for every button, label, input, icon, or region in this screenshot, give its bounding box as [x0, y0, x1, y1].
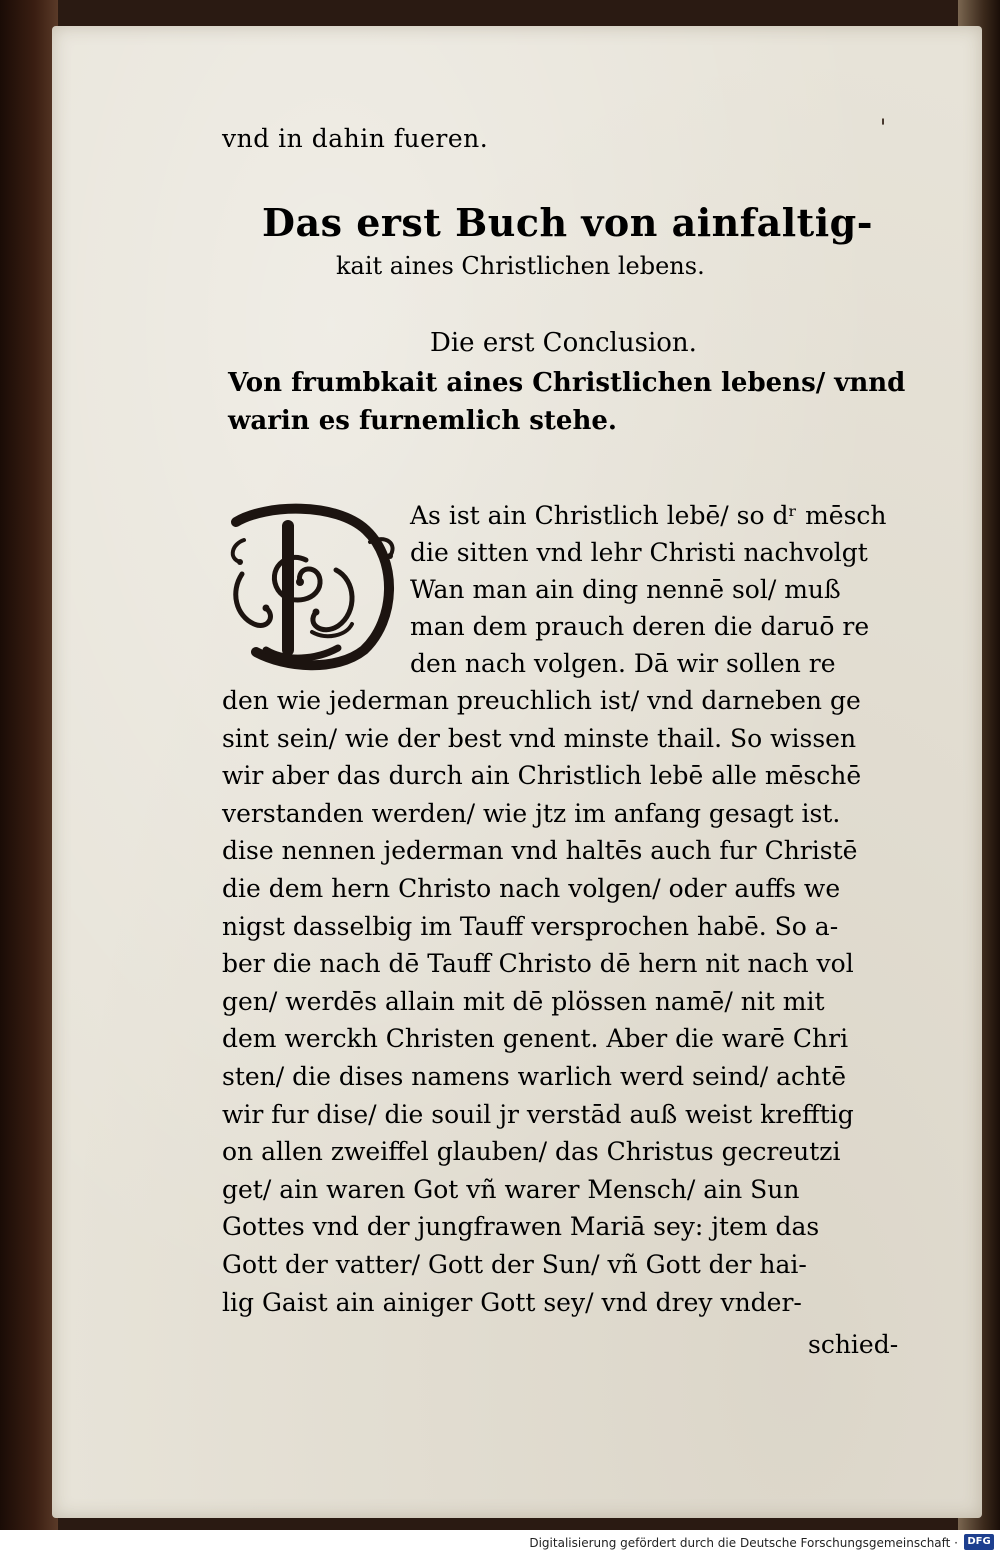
- text-line: sint sein/ wie der best vnd minste thail. So wissen: [222, 723, 857, 753]
- funding-credit: Digitalisierung gefördert durch die Deutsche Forschungsgemeinschaft ·: [529, 1536, 958, 1550]
- decorated-initial: [226, 500, 406, 672]
- heading-line: Von frumbkait aines Christlichen lebens/ vnnd: [228, 368, 906, 398]
- footer-bar: [0, 1530, 1000, 1558]
- folio-mark: ': [880, 116, 887, 141]
- text-line: dem werckh Christen genent. Aber die warē Chri: [222, 1024, 849, 1054]
- book-subtitle: kait aines Christlichen lebens.: [336, 252, 705, 280]
- text-line: Gottes vnd der jungfrawen Mariā sey: jtem das: [222, 1212, 820, 1242]
- text-line: ber die nach dē Tauff Christo dē hern nit nach vol: [222, 949, 854, 979]
- text-line: on allen zweiffel glauben/ das Christus gecreutzi: [222, 1137, 841, 1167]
- text-line: lig Gaist ain ainiger Gott sey/ vnd drey vnder-: [222, 1287, 802, 1317]
- text-line: die dem hern Christo nach volgen/ oder auffs we: [222, 873, 841, 903]
- heading-line: warin es furnemlich stehe.: [228, 406, 617, 436]
- catchword: schied-: [808, 1330, 899, 1359]
- running-catchline: vnd in dahin fueren.: [222, 124, 489, 153]
- text-line: gen/ werdēs allain mit dē plössen namē/ nit mit: [222, 986, 825, 1016]
- text-line: verstanden werden/ wie jtz im anfang gesagt ist.: [222, 798, 841, 828]
- conclusion-title: Die erst Conclusion.: [430, 328, 697, 358]
- body-text-indented: [410, 497, 887, 682]
- text-line: get/ ain waren Got vñ warer Mensch/ ain Sun: [222, 1174, 800, 1204]
- text-line: dise nennen jederman vnd haltēs auch fur Christē: [222, 836, 858, 866]
- text-line: wir fur dise/ die souil jr verstād auß weist krefftig: [222, 1099, 854, 1129]
- book-gutter-left: [0, 0, 58, 1530]
- dfg-logo[interactable]: DFG: [964, 1534, 994, 1550]
- decorated-initial-d-icon: [226, 500, 406, 672]
- text-line: As ist ain Christlich lebē/ so dʳ mēsch: [410, 501, 887, 530]
- text-line: sten/ die dises namens warlich werd seind/ achtē: [222, 1061, 846, 1091]
- book-title: Das erst Buch von ainfaltig-: [262, 200, 874, 245]
- body-text: [222, 682, 861, 1321]
- text-line: den wie jederman preuchlich ist/ vnd darneben ge: [222, 686, 861, 715]
- text-line: Gott der vatter/ Gott der Sun/ vñ Gott der hai-: [222, 1249, 807, 1279]
- text-line: wir aber das durch ain Christlich lebē alle mēschē: [222, 761, 862, 791]
- text-line: nigst dasselbig im Tauff versprochen habē. So a-: [222, 911, 839, 941]
- conclusion-heading: [228, 364, 905, 440]
- text-line: Wan man ain ding nennē sol/ muß: [410, 575, 841, 604]
- text-line: die sitten vnd lehr Christi nachvolgt: [410, 538, 868, 567]
- text-line: man dem prauch deren die daruō re: [410, 612, 870, 641]
- text-line: den nach volgen. Dā wir sollen re: [410, 649, 836, 678]
